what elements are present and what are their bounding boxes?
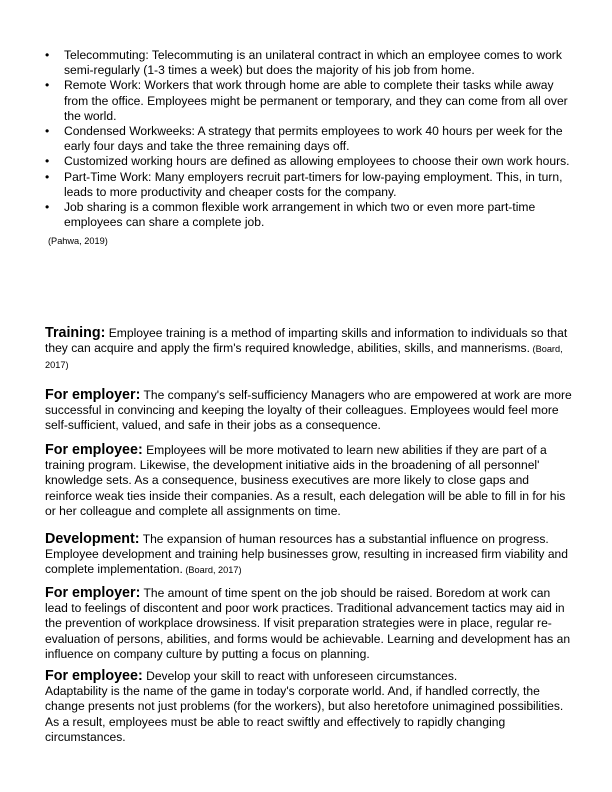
bullet-marker: •: [45, 200, 50, 215]
for-employer-text: The company's self-sufficiency Managers who are empowered at work are more successful in convincing and keeping the loyalty of their colleagues. Employees would feel more self-sufficient, valued, and safe in their jobs as a consequence.: [45, 388, 572, 433]
for-employee-paragraph: Adaptability is the name of the game in today's corporate world. And, if handled correctly, the change presents not just problems (for the workers), but also heretofore unimagined possibilities. As a result, employees must be able to react swiftly and effectively to rapidly changing circumstances.: [45, 684, 564, 744]
development-text: The expansion of human resources has a substantial influence on progress. Employee development and training help businesses grow, resulting in increased firm viability and complete implementation.: [45, 532, 569, 577]
training-for-employee-section: [45, 443, 575, 519]
bullet-text: Part-Time Work: Many employers recruit part-timers for low-paying employment. This, in turn, leads to more productivity and cheaper costs for the company.: [64, 169, 563, 199]
list-item: [46, 170, 576, 200]
list-item: [46, 48, 576, 78]
list-item: [46, 78, 576, 124]
development-for-employer-section: [45, 586, 575, 662]
list-item: [46, 200, 576, 230]
training-heading: Training:: [45, 325, 106, 341]
training-text: Employee training is a method of imparting skills and information to individuals so that they can acquire and apply the firm's required knowledge, abilities, skills, and mannerisms.: [45, 326, 568, 356]
bullet-text: Telecommuting: Telecommuting is an unilateral contract in which an employee comes to work semi-regularly (1-3 times a week) but does the majority of his job from home.: [64, 48, 562, 78]
bullet-text: Job sharing is a common flexible work arrangement in which two or even more part-time employees can share a complete job.: [64, 200, 536, 230]
training-for-employer-section: [45, 388, 575, 434]
for-employer-heading: For employer:: [45, 387, 141, 403]
training-citation: (Board, 2017): [45, 344, 563, 371]
for-employer-text: The amount of time spent on the job should be raised. Boredom at work can lead to feelings of discontent and poor work practices. Traditional advancement tactics may aid in the prevention of workplace drowsiness. If visit preparation strategies were in place, regular re-evaluation of persons, abilities, and forms would be achievable. Learning and development has an influence on company culture by putting a focus on planning.: [45, 586, 571, 661]
list-item: [46, 124, 576, 154]
bullets-citation: (Pahwa, 2019): [48, 236, 108, 246]
bullet-marker: •: [45, 124, 50, 139]
for-employee-text: Employees will be more motivated to learn new abilities if they are part of a training program. Likewise, the development initiative aids in the broadening of all personnel' knowledge sets. As a consequence, business executives are more likely to close gaps and reinforce weak ties inside their companies. As a result, each delegation will be able to fill in for his or her colleague and complete all assignments on time.: [45, 443, 566, 518]
bullet-marker: •: [45, 48, 50, 62]
for-employee-heading: For employee:: [45, 442, 143, 458]
development-for-employee-section: [45, 669, 575, 745]
bullet-text: Customized working hours are defined as allowing employees to choose their own work hours.: [64, 154, 570, 169]
for-employer-heading: For employer:: [45, 585, 141, 601]
bullet-marker: •: [45, 154, 50, 169]
bullet-text: Condensed Workweeks: A strategy that permits employees to work 40 hours per week for the early four days and take the three remaining days off.: [64, 124, 563, 154]
bullet-marker: •: [45, 78, 50, 93]
training-section: [45, 326, 575, 374]
for-employee-first-line: [45, 669, 575, 684]
list-item: [46, 154, 576, 169]
flexible-work-bullet-list: [46, 48, 576, 230]
for-employee-text: Develop your skill to react with unforeseen circumstances.: [142, 669, 458, 683]
development-heading: Development:: [45, 531, 140, 547]
bullet-marker: •: [45, 169, 50, 184]
development-citation: (Board, 2017): [182, 565, 242, 576]
bullet-text: Remote Work: Workers that work through home are able to complete their tasks while away from the office. Employees might be permanent or temporary, and they can come from all over the world.: [64, 78, 568, 123]
development-section: [45, 532, 575, 579]
for-employee-heading: For employee:: [45, 668, 143, 684]
